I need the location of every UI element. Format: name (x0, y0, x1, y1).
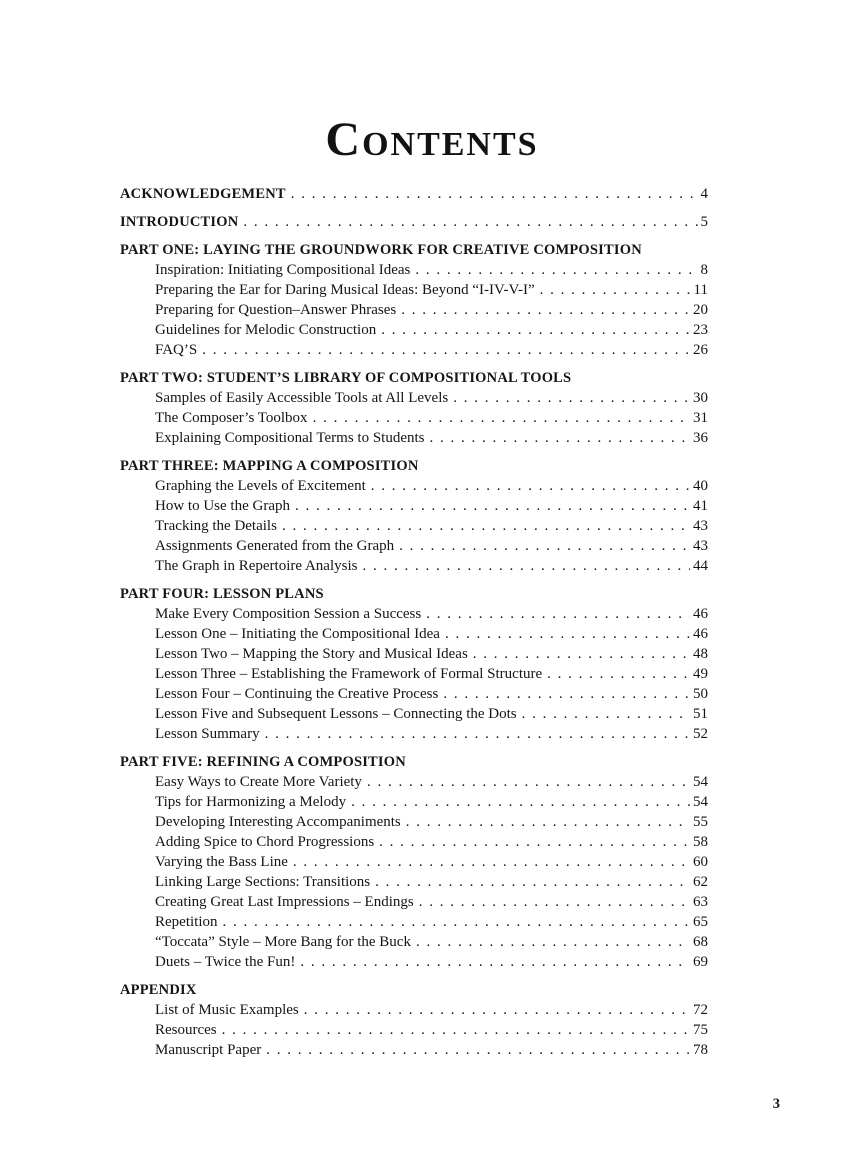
toc-entry-page: 11 (693, 282, 708, 298)
toc-entry-page: 26 (693, 342, 708, 358)
dot-leader (522, 704, 690, 724)
toc-entry-page: 75 (693, 1022, 708, 1038)
toc-entry-label: Resources (155, 1022, 217, 1038)
toc-entry (120, 980, 708, 1000)
toc-entry-label: Manuscript Paper (155, 1042, 262, 1058)
toc-entry-page: 4 (700, 186, 708, 202)
toc-entry (120, 912, 708, 932)
dot-leader (547, 664, 690, 684)
toc-entry-label: Graphing the Levels of Excitement (155, 478, 366, 494)
dot-leader (540, 280, 691, 300)
toc-entry-label: Preparing the Ear for Daring Musical Ideas: Beyond “I-IV-V-I” (155, 282, 535, 298)
toc-entry-page: 49 (693, 666, 708, 682)
dot-leader (282, 516, 690, 536)
toc-entry-label: Linking Large Sections: Transitions (155, 874, 371, 890)
dot-leader (453, 388, 690, 408)
toc-entry-page: 41 (693, 498, 708, 514)
toc-entry-page: 36 (693, 430, 708, 446)
toc-entry-page: 8 (700, 262, 708, 278)
toc-entry (120, 1020, 708, 1040)
toc-entry (120, 852, 708, 872)
page-number: 3 (772, 1096, 780, 1112)
toc-entry (120, 724, 708, 744)
toc-entry-label: Adding Spice to Chord Progressions (155, 834, 375, 850)
dot-leader (419, 892, 690, 912)
dot-leader (304, 1000, 690, 1020)
toc-entry-label: Creating Great Last Impressions – Endings (155, 894, 414, 910)
toc-entry-label: Lesson One – Initiating the Compositional Idea (155, 626, 440, 642)
toc-entry-label: PART FIVE: REFINING A COMPOSITION (120, 754, 406, 770)
toc-entry-label: Explaining Compositional Terms to Students (155, 430, 425, 446)
toc-entry-label: Easy Ways to Create More Variety (155, 774, 362, 790)
dot-leader (223, 912, 691, 932)
toc-entry-label: Lesson Four – Continuing the Creative Process (155, 686, 439, 702)
toc-entry-label: Tracking the Details (155, 518, 277, 534)
toc-entry (120, 240, 708, 260)
toc-entry (120, 664, 708, 684)
dot-leader (379, 832, 690, 852)
dot-leader (222, 1020, 690, 1040)
toc-entry (120, 812, 708, 832)
toc-entry-label: PART ONE: LAYING THE GROUNDWORK FOR CREATIVE COMPOSITION (120, 242, 642, 258)
toc-entry (120, 752, 708, 772)
toc-entry-page: 43 (693, 538, 708, 554)
toc-entry-page: 40 (693, 478, 708, 494)
dot-leader (313, 408, 690, 428)
dot-leader (430, 428, 690, 448)
dot-leader (406, 812, 690, 832)
toc-entry (120, 184, 708, 204)
toc-entry-label: APPENDIX (120, 982, 197, 998)
toc-entry-page: 50 (693, 686, 708, 702)
toc-entry-page: 30 (693, 390, 708, 406)
toc-entry (120, 476, 708, 496)
toc-entry-label: Inspiration: Initiating Compositional Ideas (155, 262, 411, 278)
toc-entry (120, 556, 708, 576)
dot-leader (445, 624, 690, 644)
toc-entry-page: 54 (693, 774, 708, 790)
toc-entry (120, 320, 708, 340)
toc-entry (120, 952, 708, 972)
dot-leader (300, 952, 690, 972)
toc-entry-page: 20 (693, 302, 708, 318)
dot-leader (426, 604, 690, 624)
toc-entry-label: Assignments Generated from the Graph (155, 538, 395, 554)
toc-entry-label: How to Use the Graph (155, 498, 290, 514)
dot-leader (443, 684, 690, 704)
dot-leader (266, 1040, 690, 1060)
toc-entry-label: PART TWO: STUDENT’S LIBRARY OF COMPOSITIONAL TOOLS (120, 370, 572, 386)
toc-entry (120, 1040, 708, 1060)
toc-entry-page: 46 (693, 606, 708, 622)
toc-entry (120, 1000, 708, 1020)
toc-entry (120, 704, 708, 724)
dot-leader (293, 852, 690, 872)
toc-entry (120, 212, 708, 232)
toc-entry (120, 932, 708, 952)
toc-entry-label: ACKNOWLEDGEMENT (120, 186, 286, 202)
toc-entry (120, 584, 708, 604)
toc-entry-label: Lesson Summary (155, 726, 260, 742)
toc-entry (120, 772, 708, 792)
dot-leader (473, 644, 690, 664)
dot-leader (202, 340, 690, 360)
toc-entry-label: PART FOUR: LESSON PLANS (120, 586, 324, 602)
toc-entry (120, 644, 708, 664)
toc-entry (120, 536, 708, 556)
dot-leader (362, 556, 690, 576)
toc-entry (120, 260, 708, 280)
toc-entry-page: 62 (693, 874, 708, 890)
toc-entry (120, 456, 708, 476)
toc-entry-page: 78 (693, 1042, 708, 1058)
dot-leader (401, 300, 690, 320)
toc-entry (120, 428, 708, 448)
toc-entry (120, 792, 708, 812)
toc-entry-page: 48 (693, 646, 708, 662)
toc-entry-label: The Composer’s Toolbox (155, 410, 308, 426)
dot-leader (243, 212, 697, 232)
toc-entry-page: 46 (693, 626, 708, 642)
toc-entry-label: “Toccata” Style – More Bang for the Buck (155, 934, 411, 950)
toc-entry-page: 52 (693, 726, 708, 742)
toc-entry (120, 496, 708, 516)
toc-entry (120, 624, 708, 644)
toc-entry (120, 368, 708, 388)
toc-entry (120, 832, 708, 852)
dot-leader (265, 724, 690, 744)
dot-leader (399, 536, 690, 556)
toc-entry-label: INTRODUCTION (120, 214, 239, 230)
dot-leader (291, 184, 698, 204)
toc-entry-label: Developing Interesting Accompaniments (155, 814, 401, 830)
toc-entry (120, 280, 708, 300)
dot-leader (351, 792, 690, 812)
toc-entry-page: 68 (693, 934, 708, 950)
toc-entry (120, 892, 708, 912)
dot-leader (375, 872, 690, 892)
toc-entry-page: 65 (693, 914, 708, 930)
dot-leader (371, 476, 690, 496)
toc-entry-label: Lesson Five and Subsequent Lessons – Connecting the Dots (155, 706, 517, 722)
toc-entry-label: FAQ’S (155, 342, 198, 358)
toc-entry-page: 51 (693, 706, 708, 722)
toc-entry (120, 300, 708, 320)
toc-entry-label: Lesson Two – Mapping the Story and Musical Ideas (155, 646, 468, 662)
toc-entry (120, 408, 708, 428)
dot-leader (295, 496, 690, 516)
toc-list (120, 176, 708, 1060)
toc-entry (120, 604, 708, 624)
dot-leader (381, 320, 690, 340)
toc-entry-page: 5 (700, 214, 708, 230)
toc-entry-page: 55 (693, 814, 708, 830)
toc-entry-page: 58 (693, 834, 708, 850)
toc-entry-label: Lesson Three – Establishing the Framework of Formal Structure (155, 666, 543, 682)
toc-entry (120, 872, 708, 892)
toc-entry-label: The Graph in Repertoire Analysis (155, 558, 358, 574)
toc-entry-page: 43 (693, 518, 708, 534)
toc-entry-label: Tips for Harmonizing a Melody (155, 794, 347, 810)
toc-entry (120, 684, 708, 704)
toc-entry-page: 63 (693, 894, 708, 910)
toc-entry-label: Guidelines for Melodic Construction (155, 322, 377, 338)
toc-entry (120, 516, 708, 536)
toc-entry-page: 31 (693, 410, 708, 426)
toc-entry-page: 72 (693, 1002, 708, 1018)
page-title: Contents (325, 113, 539, 166)
toc-entry-page: 54 (693, 794, 708, 810)
dot-leader (367, 772, 690, 792)
toc-entry-page: 23 (693, 322, 708, 338)
toc-entry-label: Duets – Twice the Fun! (155, 954, 296, 970)
toc-entry-label: Varying the Bass Line (155, 854, 288, 870)
toc-entry (120, 388, 708, 408)
dot-leader (416, 932, 690, 952)
toc-entry-page: 69 (693, 954, 708, 970)
toc-entry-label: Preparing for Question–Answer Phrases (155, 302, 397, 318)
toc-entry-label: Repetition (155, 914, 218, 930)
toc-entry-page: 60 (693, 854, 708, 870)
toc-entry-label: PART THREE: MAPPING A COMPOSITION (120, 458, 419, 474)
dot-leader (415, 260, 697, 280)
toc-entry-page: 44 (693, 558, 708, 574)
toc-entry-label: List of Music Examples (155, 1002, 299, 1018)
toc-entry-label: Make Every Composition Session a Success (155, 606, 422, 622)
toc-entry-label: Samples of Easily Accessible Tools at All Levels (155, 390, 449, 406)
toc-entry (120, 340, 708, 360)
